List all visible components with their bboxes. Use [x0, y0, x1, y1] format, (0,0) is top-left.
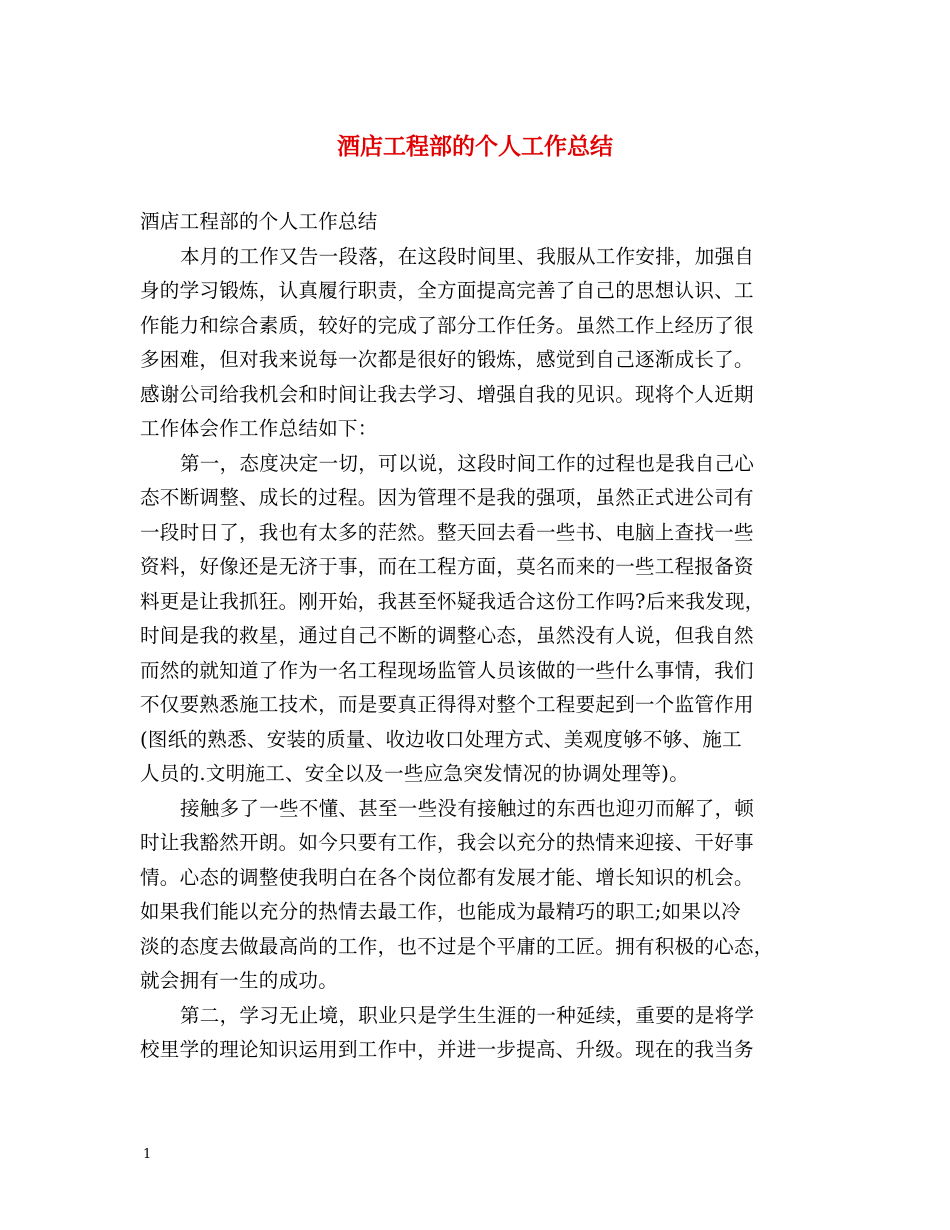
- body-line: 身的学习锻炼，认真履行职责，全方面提高完善了自己的思想认识、工: [140, 279, 754, 302]
- body-line: 情。心态的调整使我明白在各个岗位都有发展才能、增长知识的机会。: [140, 865, 754, 889]
- body-line: 料更是让我抓狂。刚开始，我甚至怀疑我适合这份工作吗?后来我发现，: [140, 589, 765, 613]
- body-line: 资料，好像还是无济于事，而在工程方面，莫名而来的一些工程报备资: [140, 555, 754, 578]
- body-line: 酒店工程部的个人工作总结: [140, 210, 378, 233]
- body-line: 而然的就知道了作为一名工程现场监管人员该做的一些什么事情，我们: [140, 658, 754, 682]
- body-line: 校里学的理论知识运用到工作中，并进一步提高、升级。现在的我当务: [140, 1038, 754, 1061]
- page-number: 1: [143, 1147, 152, 1162]
- body-line: 不仅要熟悉施工技术，而是要真正得得对整个工程要起到一个监管作用: [140, 693, 754, 716]
- body-line: 时间是我的救星，通过自己不断的调整心态，虽然没有人说，但我自然: [140, 624, 754, 647]
- body-line: 态不断调整、成长的过程。因为管理不是我的强项，虽然正式进公司有: [140, 486, 754, 509]
- document-title: 酒店工程部的个人工作总结: [337, 133, 613, 160]
- body-line: 多困难，但对我来说每一次都是很好的锻炼，感觉到自己逐渐成长了。: [140, 348, 754, 371]
- body-line: 就会拥有一生的成功。: [140, 969, 339, 992]
- body-line: 第二，学习无止境，职业只是学生生涯的一种延续，重要的是将学: [180, 1003, 755, 1027]
- body-line: 人员的.文明施工、安全以及一些应急突发情况的协调处理等)。: [140, 762, 690, 785]
- body-line: 淡的态度去做最高尚的工作，也不过是个平庸的工匠。拥有积极的心态，: [140, 934, 774, 958]
- document-body: [140, 205, 815, 1068]
- body-line: 本月的工作又告一段落，在这段时间里、我服从工作安排，加强自: [180, 244, 755, 268]
- body-line: 一段时日了，我也有太多的茫然。整天回去看一些书、电脑上查找一些: [140, 520, 754, 544]
- body-line: 如果我们能以充分的热情去最工作，也能成为最精巧的职工;如果以冷: [140, 900, 741, 923]
- body-line: 接触多了一些不懂、甚至一些没有接触过的东西也迎刃而解了，顿: [180, 796, 755, 820]
- body-line: 作能力和综合素质，较好的完成了部分工作任务。虽然工作上经历了很: [140, 313, 754, 337]
- body-line: (图纸的熟悉、安装的质量、收边收口处理方式、美观度够不够、施工: [140, 727, 742, 751]
- body-line: 工作体会作工作总结如下：: [140, 417, 378, 440]
- body-line: 感谢公司给我机会和时间让我去学习、增强自我的见识。现将个人近期: [140, 382, 754, 406]
- body-line: 时让我豁然开朗。如今只要有工作，我会以充分的热情来迎接、干好事: [140, 831, 754, 854]
- body-line: 第一，态度决定一切，可以说，这段时间工作的过程也是我自己心: [180, 451, 755, 475]
